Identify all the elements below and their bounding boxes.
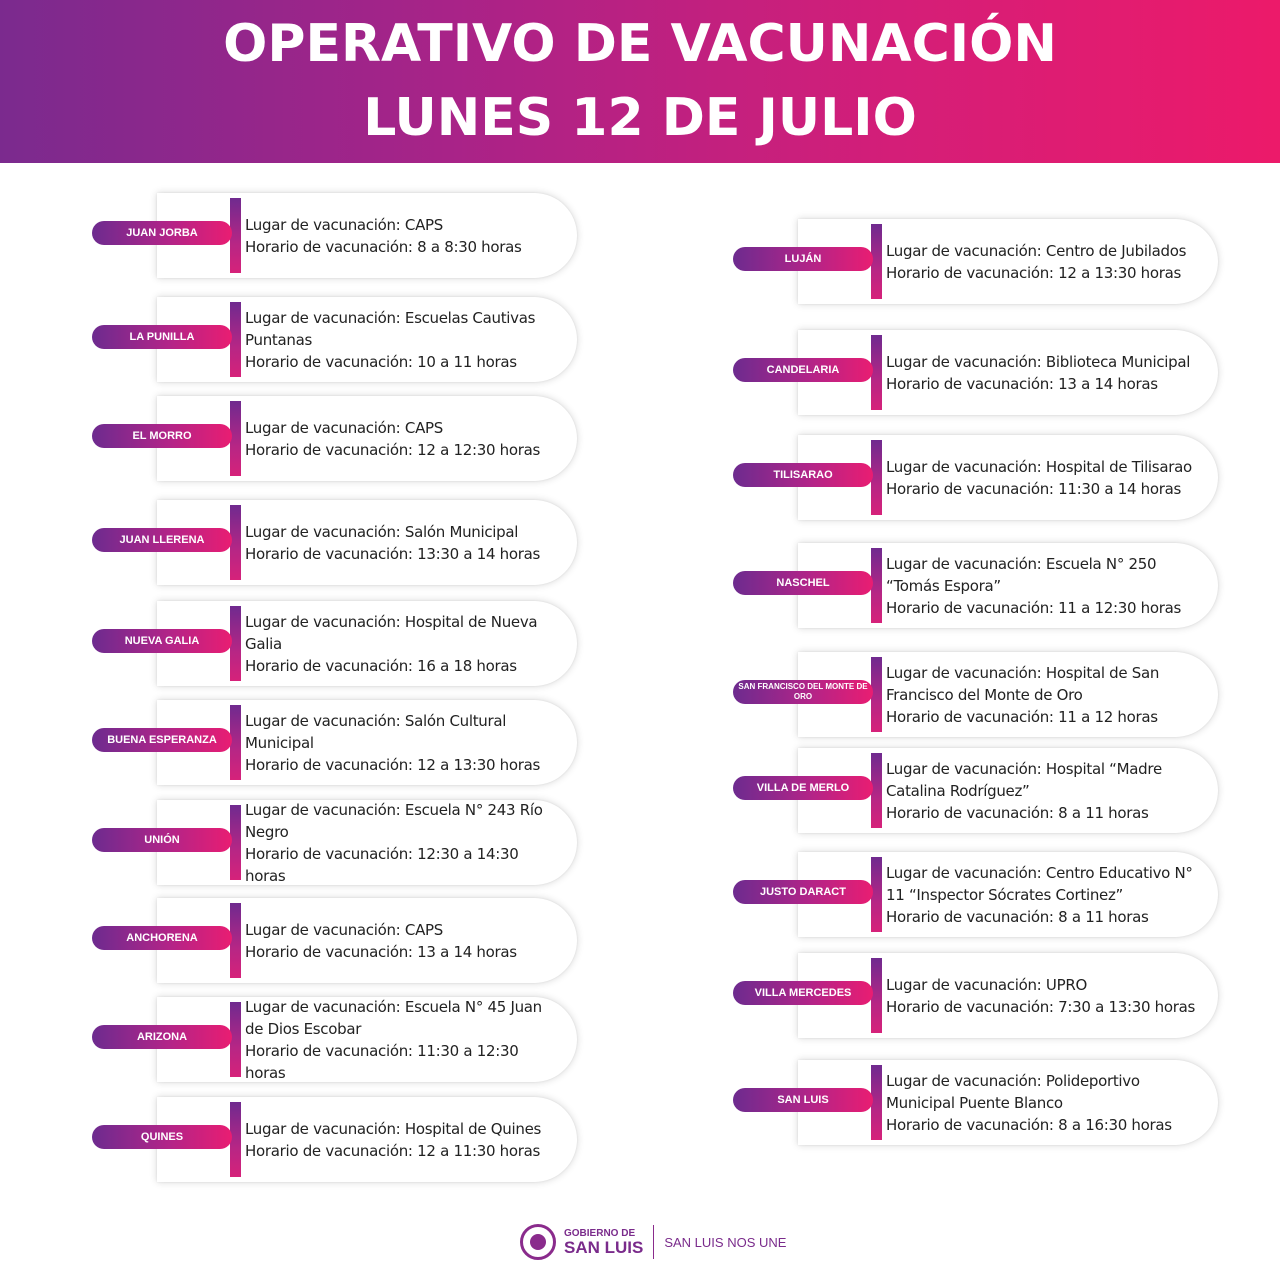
schedule-time: Horario de vacunación: 13 a 14 horas — [886, 374, 1158, 393]
card-details — [245, 500, 563, 585]
card-details — [245, 800, 563, 885]
card-details — [886, 543, 1204, 628]
vaccination-place: Lugar de vacunación: Escuela N° 250 “Tomás Espora” — [886, 554, 1157, 595]
government-logo-text — [564, 1228, 643, 1257]
page-title: OPERATIVO DE VACUNACIÓN — [223, 14, 1057, 74]
locality-label: ANCHORENA — [92, 926, 232, 950]
schedule-time: Horario de vacunación: 12 a 11:30 horas — [245, 1141, 541, 1160]
vaccination-place: Lugar de vacunación: CAPS — [245, 215, 444, 234]
card-details — [886, 219, 1204, 304]
locality-label: NUEVA GALIA — [92, 629, 232, 653]
schedule-time: Horario de vacunación: 11 a 12 horas — [886, 707, 1158, 726]
card-details — [245, 700, 563, 785]
locality-label: QUINES — [92, 1125, 232, 1149]
card-details — [245, 601, 563, 686]
card-details — [886, 435, 1204, 520]
vaccination-place: Lugar de vacunación: Hospital de Quines — [245, 1119, 542, 1138]
locality-label: JUAN LLERENA — [92, 528, 232, 552]
locality-label: LA PUNILLA — [92, 325, 232, 349]
card-details — [245, 193, 563, 278]
card-details — [886, 748, 1204, 833]
card-details — [886, 330, 1204, 415]
page-subtitle-date: LUNES 12 DE JULIO — [363, 88, 917, 148]
locality-label: UNIÓN — [92, 828, 232, 852]
vaccination-place: Lugar de vacunación: Centro Educativo N° 11 “Inspector Sócrates Cortinez” — [886, 863, 1193, 904]
locality-label: JUSTO DARACT — [733, 880, 873, 904]
schedule-time: Horario de vacunación: 16 a 18 horas — [245, 656, 517, 675]
schedule-time: Horario de vacunación: 11:30 a 14 horas — [886, 479, 1182, 498]
schedule-time: Horario de vacunación: 8 a 11 horas — [886, 803, 1149, 822]
vaccination-place: Lugar de vacunación: Escuela N° 45 Juan de Dios Escobar — [245, 997, 542, 1038]
coat-of-arms-icon — [520, 1224, 556, 1260]
locality-label: ARIZONA — [92, 1025, 232, 1049]
vaccination-place: Lugar de vacunación: Centro de Jubilados — [886, 241, 1187, 260]
header-banner — [0, 0, 1280, 163]
footer-slogan: SAN LUIS NOS UNE — [664, 1234, 787, 1250]
schedule-time: Horario de vacunación: 13 a 14 horas — [245, 942, 517, 961]
vaccination-place: Lugar de vacunación: Escuela N° 243 Río Negro — [245, 800, 543, 841]
footer-divider — [653, 1225, 654, 1259]
schedule-time: Horario de vacunación: 8 a 8:30 horas — [245, 237, 522, 256]
gov-label-small: GOBIERNO DE — [564, 1227, 636, 1239]
locality-label: VILLA DE MERLO — [733, 776, 873, 800]
schedule-time: Horario de vacunación: 7:30 a 13:30 horas — [886, 997, 1196, 1016]
vaccination-place: Lugar de vacunación: Biblioteca Municipal — [886, 352, 1191, 371]
locality-label: SAN LUIS — [733, 1088, 873, 1112]
schedule-time: Horario de vacunación: 8 a 11 horas — [886, 907, 1149, 926]
schedule-time: Horario de vacunación: 8 a 16:30 horas — [886, 1115, 1172, 1134]
card-details — [245, 396, 563, 481]
schedule-time: Horario de vacunación: 12 a 13:30 horas — [886, 263, 1182, 282]
vaccination-place: Lugar de vacunación: Hospital “Madre Catalina Rodríguez” — [886, 759, 1162, 800]
schedule-time: Horario de vacunación: 12:30 a 14:30 horas — [245, 844, 519, 885]
locality-label: TILISARAO — [733, 463, 873, 487]
vaccination-place: Lugar de vacunación: CAPS — [245, 920, 444, 939]
schedule-time: Horario de vacunación: 13:30 a 14 horas — [245, 544, 541, 563]
vaccination-place: Lugar de vacunación: Hospital de Nueva Galia — [245, 612, 538, 653]
card-details — [245, 898, 563, 983]
schedule-time: Horario de vacunación: 11 a 12:30 horas — [886, 598, 1182, 617]
card-details — [886, 1060, 1204, 1145]
card-details — [245, 1097, 563, 1182]
schedule-time: Horario de vacunación: 11:30 a 12:30 horas — [245, 1041, 519, 1082]
card-details — [886, 652, 1204, 737]
vaccination-place: Lugar de vacunación: CAPS — [245, 418, 444, 437]
locality-label: SAN FRANCISCO DEL MONTE DE ORO — [733, 680, 873, 704]
locality-label: EL MORRO — [92, 424, 232, 448]
locality-label: VILLA MERCEDES — [733, 981, 873, 1005]
vaccination-place: Lugar de vacunación: Hospital de San Francisco del Monte de Oro — [886, 663, 1160, 704]
card-details — [886, 953, 1204, 1038]
vaccination-place: Lugar de vacunación: Salón Cultural Municipal — [245, 711, 507, 752]
card-details — [886, 852, 1204, 937]
schedule-time: Horario de vacunación: 12 a 13:30 horas — [245, 755, 541, 774]
locality-label: JUAN JORBA — [92, 221, 232, 245]
vaccination-place: Lugar de vacunación: Polideportivo Municipal Puente Blanco — [886, 1071, 1140, 1112]
vaccination-place: Lugar de vacunación: Escuelas Cautivas Puntanas — [245, 308, 536, 349]
locality-label: LUJÁN — [733, 247, 873, 271]
locality-label: NASCHEL — [733, 571, 873, 595]
gov-label-big: SAN LUIS — [564, 1237, 644, 1257]
footer — [520, 1222, 786, 1262]
schedule-time: Horario de vacunación: 10 a 11 horas — [245, 352, 517, 371]
schedule-time: Horario de vacunación: 12 a 12:30 horas — [245, 440, 541, 459]
vaccination-place: Lugar de vacunación: Salón Municipal — [245, 522, 519, 541]
vaccination-place: Lugar de vacunación: UPRO — [886, 975, 1087, 994]
vaccination-place: Lugar de vacunación: Hospital de Tilisarao — [886, 457, 1192, 476]
card-details — [245, 997, 563, 1082]
locality-label: CANDELARIA — [733, 358, 873, 382]
locality-label: BUENA ESPERANZA — [92, 728, 232, 752]
card-details — [245, 297, 563, 382]
